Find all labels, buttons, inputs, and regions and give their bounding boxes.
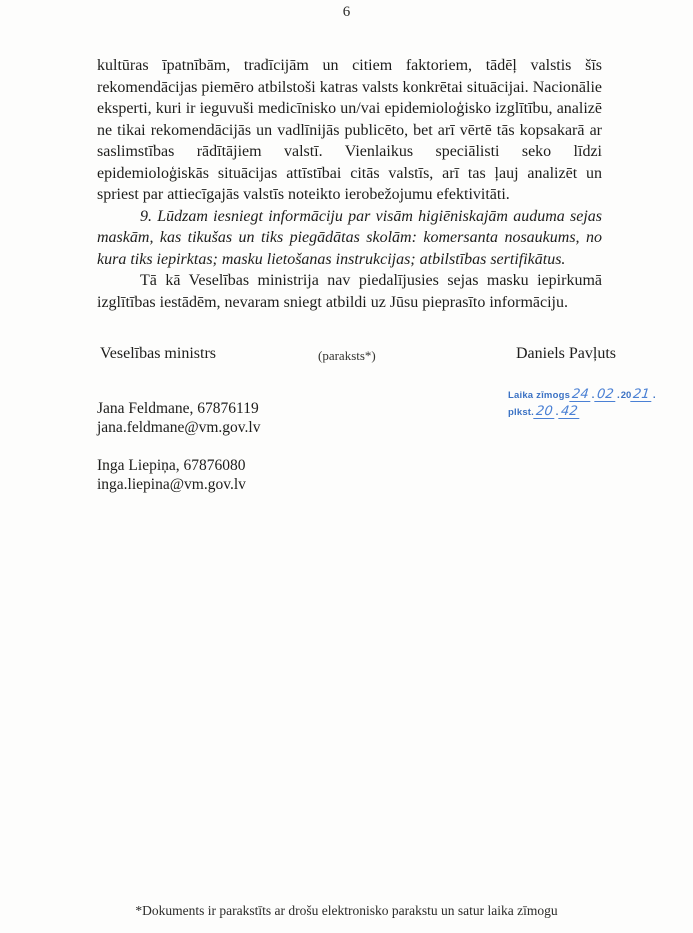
time-stamp-minute-handwritten: 42	[560, 404, 579, 419]
signer-name: Daniels Pavļuts	[516, 345, 616, 362]
time-stamp-separator: .	[591, 390, 595, 401]
time-stamp-month-handwritten: 02	[596, 387, 615, 402]
paragraph-answer: Tā kā Veselības ministrija nav piedalījusies sejas masku iepirkumā izglītības iestādēm, nevaram sniegt atbildi uz Jūsu pieprasīto informāciju.	[97, 272, 602, 311]
signer-title: Veselības ministrs	[100, 345, 216, 362]
contact-list	[97, 399, 260, 513]
paragraph-recommendations: kultūras īpatnībām, tradīcijām un citiem faktoriem, tādēļ valstis šīs rekomendācijas piemēro atbilstoši katras valsts konkrētai situācijai. Nacionālie eksperti, kuri ir ieguvuši medicīnisko un/vai epidemioloģisko izglītību, analizē ne tikai rekomendācijās un vadlīnijās publicēto, bet arī vērtē tās kopsakarā ar saslimstības rādītājiem valstī. Vienlaikus speciālisti seko līdzi epidemioloģiskās situācijas attīstībai citās valstīs, arī tas ļauj analizēt un spriest par attiecīgajās valstīs noteikto ierobežojumu efektivitāti.	[97, 57, 602, 203]
signature-placeholder: (paraksts*)	[318, 348, 376, 363]
time-stamp-date-line	[508, 388, 678, 402]
contact-name-phone: Inga Liepiņa, 67876080	[97, 457, 246, 474]
time-stamp-separator: .	[616, 390, 620, 401]
contact-name-phone: Jana Feldmane, 67876119	[97, 400, 259, 417]
letter-body	[97, 55, 602, 313]
time-stamp-time-label: plkst.	[508, 407, 535, 418]
time-stamp-year-handwritten: 21	[632, 387, 651, 402]
contact-entry	[97, 399, 260, 437]
time-stamp-time-line	[508, 405, 678, 419]
time-stamp-label: Laika zīmogs	[508, 390, 571, 401]
time-stamp	[508, 388, 678, 422]
footer-signature-note: *Dokuments ir parakstīts ar drošu elektronisko parakstu un satur laika zīmogu	[135, 903, 558, 918]
contact-email: jana.feldmane@vm.gov.lv	[97, 419, 261, 436]
contact-email: inga.liepina@vm.gov.lv	[97, 476, 246, 493]
time-stamp-separator: .	[555, 407, 559, 418]
time-stamp-day-handwritten: 24	[571, 387, 590, 402]
contact-entry	[97, 456, 260, 494]
page-number: 6	[342, 4, 351, 20]
time-stamp-hour-handwritten: 20	[535, 404, 554, 419]
time-stamp-century-printed: 20	[620, 390, 632, 401]
paragraph-question-9: 9. Lūdzam iesniegt informāciju par visām higiēniskajām auduma sejas maskām, kas tikušas un tiks piegādātas skolām: komersanta nosaukums, no kura tiks iepirktas; masku lietošanas instrukcijas; atbilstības sertifikātus.	[97, 207, 602, 268]
signature-row	[0, 345, 693, 367]
time-stamp-separator: .	[652, 390, 656, 401]
